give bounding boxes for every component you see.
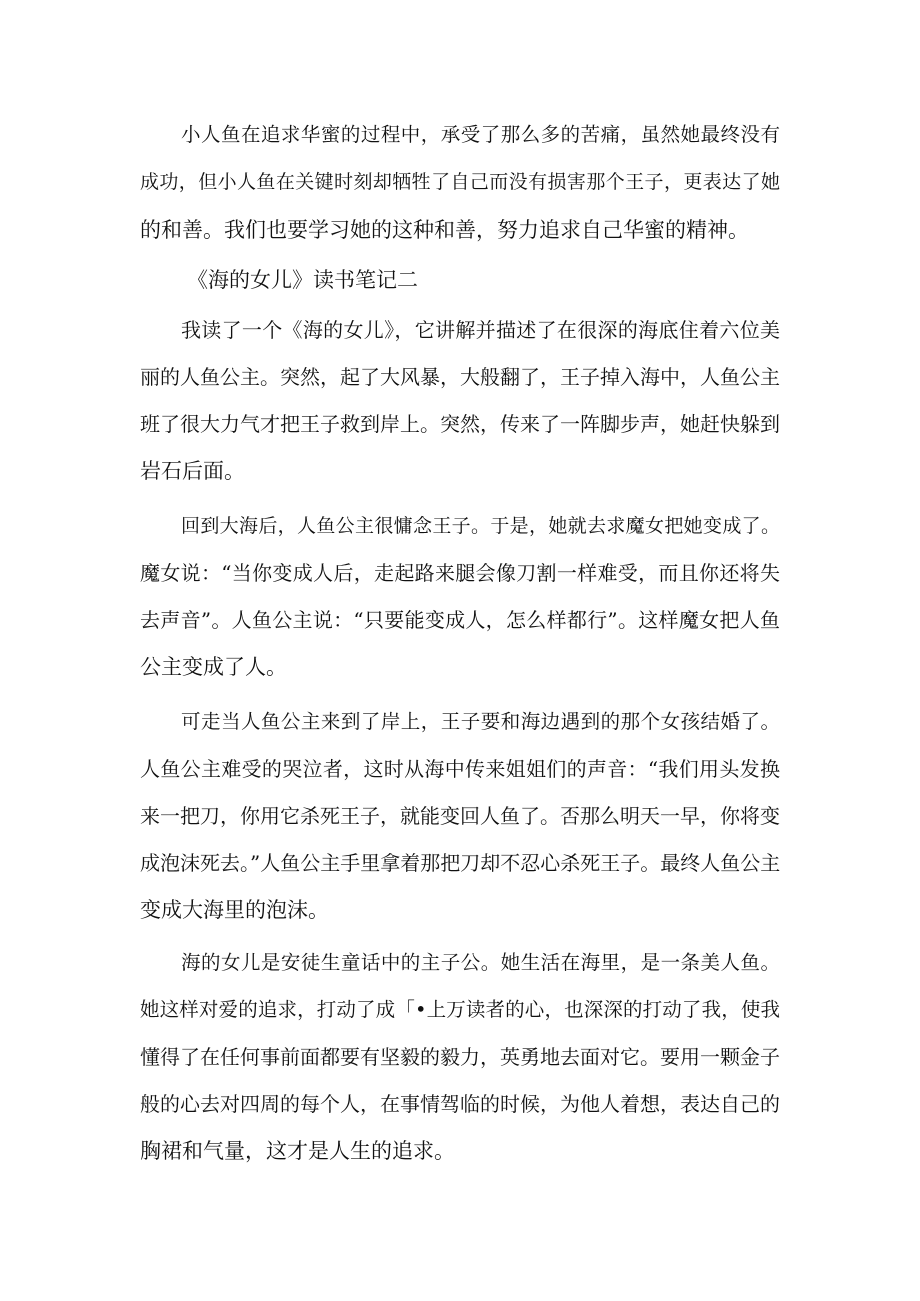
paragraph-4-line-5: 变成大海里的泡沫。	[140, 898, 329, 922]
paragraph-5-line-2: 她这样对爱的追求，打动了成「•上万读者的心，也深深的打动了我，使我	[140, 998, 780, 1021]
paragraph-2-line-2: 丽的人鱼公主。突然，起了大风暴，大般翻了，王子掉入海中，人鱼公主	[140, 365, 780, 389]
paragraph-3-line-1: 回到大海后，人鱼公主很慵念王子。于是，她就去求魔女把她变成了。	[181, 515, 780, 537]
paragraph-1-line-2: 成功，但小人鱼在关键时刻却牺牲了自己而没有损害那个王子，更表达了她	[140, 171, 780, 193]
paragraph-3-line-2: 魔女说：“当你变成人后，走起路来腿会像刀割一样难受，而且你还将失	[140, 561, 780, 585]
paragraph-4-line-2: 人鱼公主难受的哭泣者，这时从海中传来姐姐们的声音：“我们用头发换	[140, 757, 780, 781]
paragraph-4-line-3: 来一把刀，你用它杀死王子，就能变回人鱼了。否那么明天一早，你将变	[140, 804, 780, 828]
paragraph-1-line-1: 小人鱼在追求华蜜的过程中，承受了那么多的苦痛，虽然她最终没有	[181, 123, 780, 146]
section-title: 《海的女儿》读书笔记二	[187, 268, 418, 292]
paragraph-5-line-4: 般的心去对四周的每个人，在事情驾临的时候，为他人着想，表达自己的	[140, 1092, 780, 1116]
paragraph-2-line-4: 岩石后面。	[140, 459, 245, 483]
paragraph-2-line-3: 班了很大力气才把王子救到岸上。突然，传来了一阵脚步声，她赶快躲到	[140, 412, 780, 436]
paragraph-1-line-3: 的和善。我们也要学习她的这种和善，努力追求自己华蜜的精神。	[140, 218, 749, 242]
paragraph-5-line-1: 海的女儿是安徒生童话中的主子公。她生活在海里，是一条美人鱼。	[181, 951, 780, 974]
paragraph-3-line-4: 公主变成了人。	[140, 655, 287, 679]
paragraph-2-line-1: 我读了一个《海的女儿》，它讲解并描述了在很深的海底住着六位美	[181, 318, 780, 342]
paragraph-3-line-3: 去声音”。人鱼公主说：“只要能变成人，怎么样都行”。这样魔女把人鱼	[140, 608, 780, 632]
paragraph-4-line-4: 成泡沫死去。”人鱼公主手里拿着那把刀却不忍心杀死王子。最终人鱼公主	[140, 851, 781, 875]
paragraph-5-line-3: 懂得了在任何事前面都要有坚毅的毅力，英勇地去面对它。要用一颗金子	[140, 1045, 780, 1069]
paragraph-4-line-1: 可走当人鱼公主来到了岸上，王子要和海边遇到的那个女孩结婚了。	[181, 710, 780, 733]
paragraph-5-line-5: 胸裙和气量，这才是人生的追求。	[140, 1139, 455, 1163]
